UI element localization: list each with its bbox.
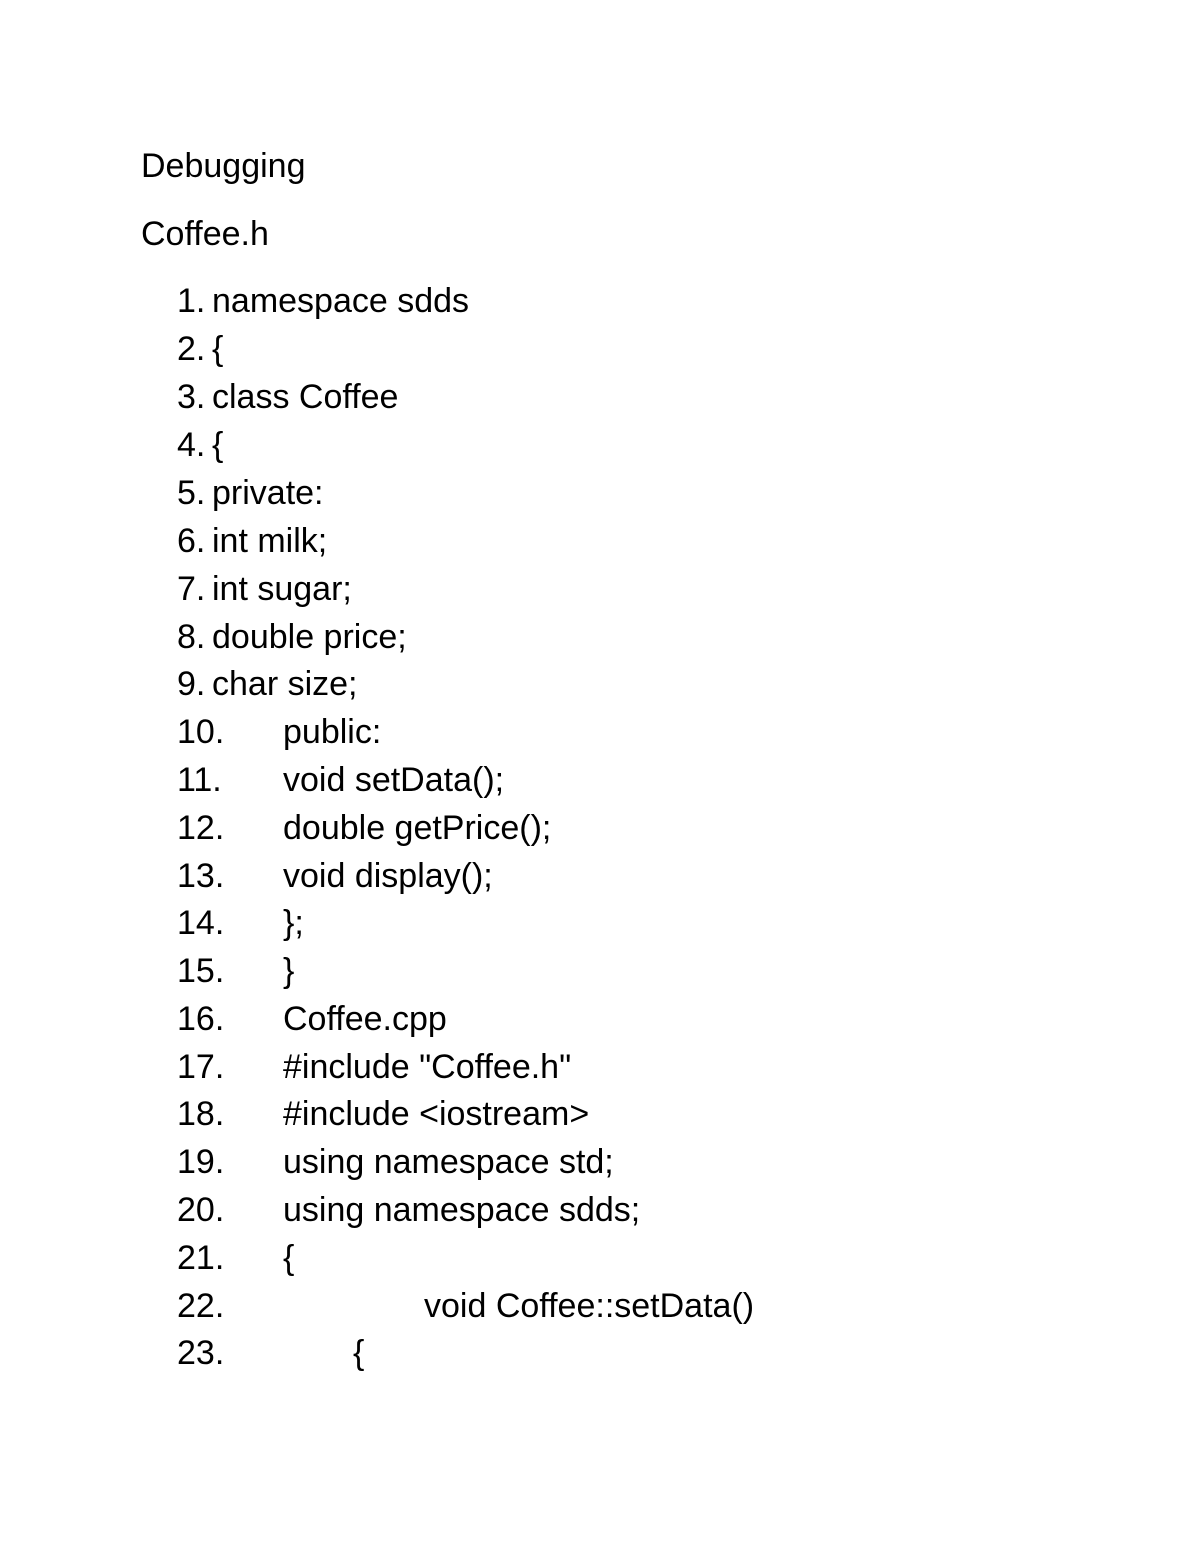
code-line <box>0 808 1200 848</box>
code-line <box>0 1286 1200 1326</box>
code-line <box>0 1094 1200 1134</box>
document-title: Debugging <box>141 147 306 185</box>
line-number: 18. <box>177 1095 225 1133</box>
line-text: double price; <box>212 618 407 656</box>
line-number: 9. <box>177 665 206 703</box>
code-line <box>0 1142 1200 1182</box>
line-number: 22. <box>177 1287 225 1325</box>
code-line <box>0 712 1200 752</box>
line-number: 2. <box>177 330 206 368</box>
code-line <box>0 1238 1200 1278</box>
line-number: 13. <box>177 857 225 895</box>
line-text: using namespace sdds; <box>283 1191 641 1229</box>
line-number: 15. <box>177 952 225 990</box>
line-text: void display(); <box>283 857 493 895</box>
line-text: #include <iostream> <box>283 1095 590 1133</box>
code-line <box>0 281 1200 321</box>
line-number: 5. <box>177 474 206 512</box>
code-line <box>0 903 1200 943</box>
line-number: 3. <box>177 378 206 416</box>
line-number: 17. <box>177 1048 225 1086</box>
code-line <box>0 617 1200 657</box>
line-number: 20. <box>177 1191 225 1229</box>
code-line <box>0 760 1200 800</box>
line-number: 21. <box>177 1239 225 1277</box>
line-number: 23. <box>177 1334 225 1372</box>
line-text: class Coffee <box>212 378 399 416</box>
line-text: int milk; <box>212 522 328 560</box>
code-line <box>0 951 1200 991</box>
code-line <box>0 473 1200 513</box>
code-line <box>0 999 1200 1039</box>
line-text: void setData(); <box>283 761 505 799</box>
code-line <box>0 569 1200 609</box>
line-number: 16. <box>177 1000 225 1038</box>
line-text: { <box>283 1239 295 1277</box>
line-number: 19. <box>177 1143 225 1181</box>
line-text: { <box>353 1334 365 1372</box>
line-text: #include "Coffee.h" <box>283 1048 572 1086</box>
line-text: void Coffee::setData() <box>424 1287 755 1325</box>
line-text: { <box>212 426 224 464</box>
line-number: 10. <box>177 713 225 751</box>
line-text: } <box>283 952 295 990</box>
code-line <box>0 425 1200 465</box>
code-line <box>0 664 1200 704</box>
code-line <box>0 856 1200 896</box>
line-number: 11. <box>177 761 222 799</box>
line-text: Coffee.cpp <box>283 1000 447 1038</box>
code-line <box>0 521 1200 561</box>
line-text: private: <box>212 474 324 512</box>
line-text: { <box>212 330 224 368</box>
line-number: 6. <box>177 522 206 560</box>
line-text: double getPrice(); <box>283 809 552 847</box>
line-number: 7. <box>177 570 206 608</box>
line-number: 4. <box>177 426 206 464</box>
line-text: }; <box>283 904 304 942</box>
code-line <box>0 1333 1200 1373</box>
line-number: 1. <box>177 282 206 320</box>
line-number: 14. <box>177 904 225 942</box>
line-text: int sugar; <box>212 570 352 608</box>
code-line <box>0 1047 1200 1087</box>
line-text: public: <box>283 713 382 751</box>
code-line <box>0 377 1200 417</box>
line-text: namespace sdds <box>212 282 470 320</box>
line-number: 12. <box>177 809 225 847</box>
line-text: char size; <box>212 665 358 703</box>
line-text: using namespace std; <box>283 1143 614 1181</box>
file-heading: Coffee.h <box>141 215 269 253</box>
code-line <box>0 329 1200 369</box>
code-line <box>0 1190 1200 1230</box>
line-number: 8. <box>177 618 206 656</box>
